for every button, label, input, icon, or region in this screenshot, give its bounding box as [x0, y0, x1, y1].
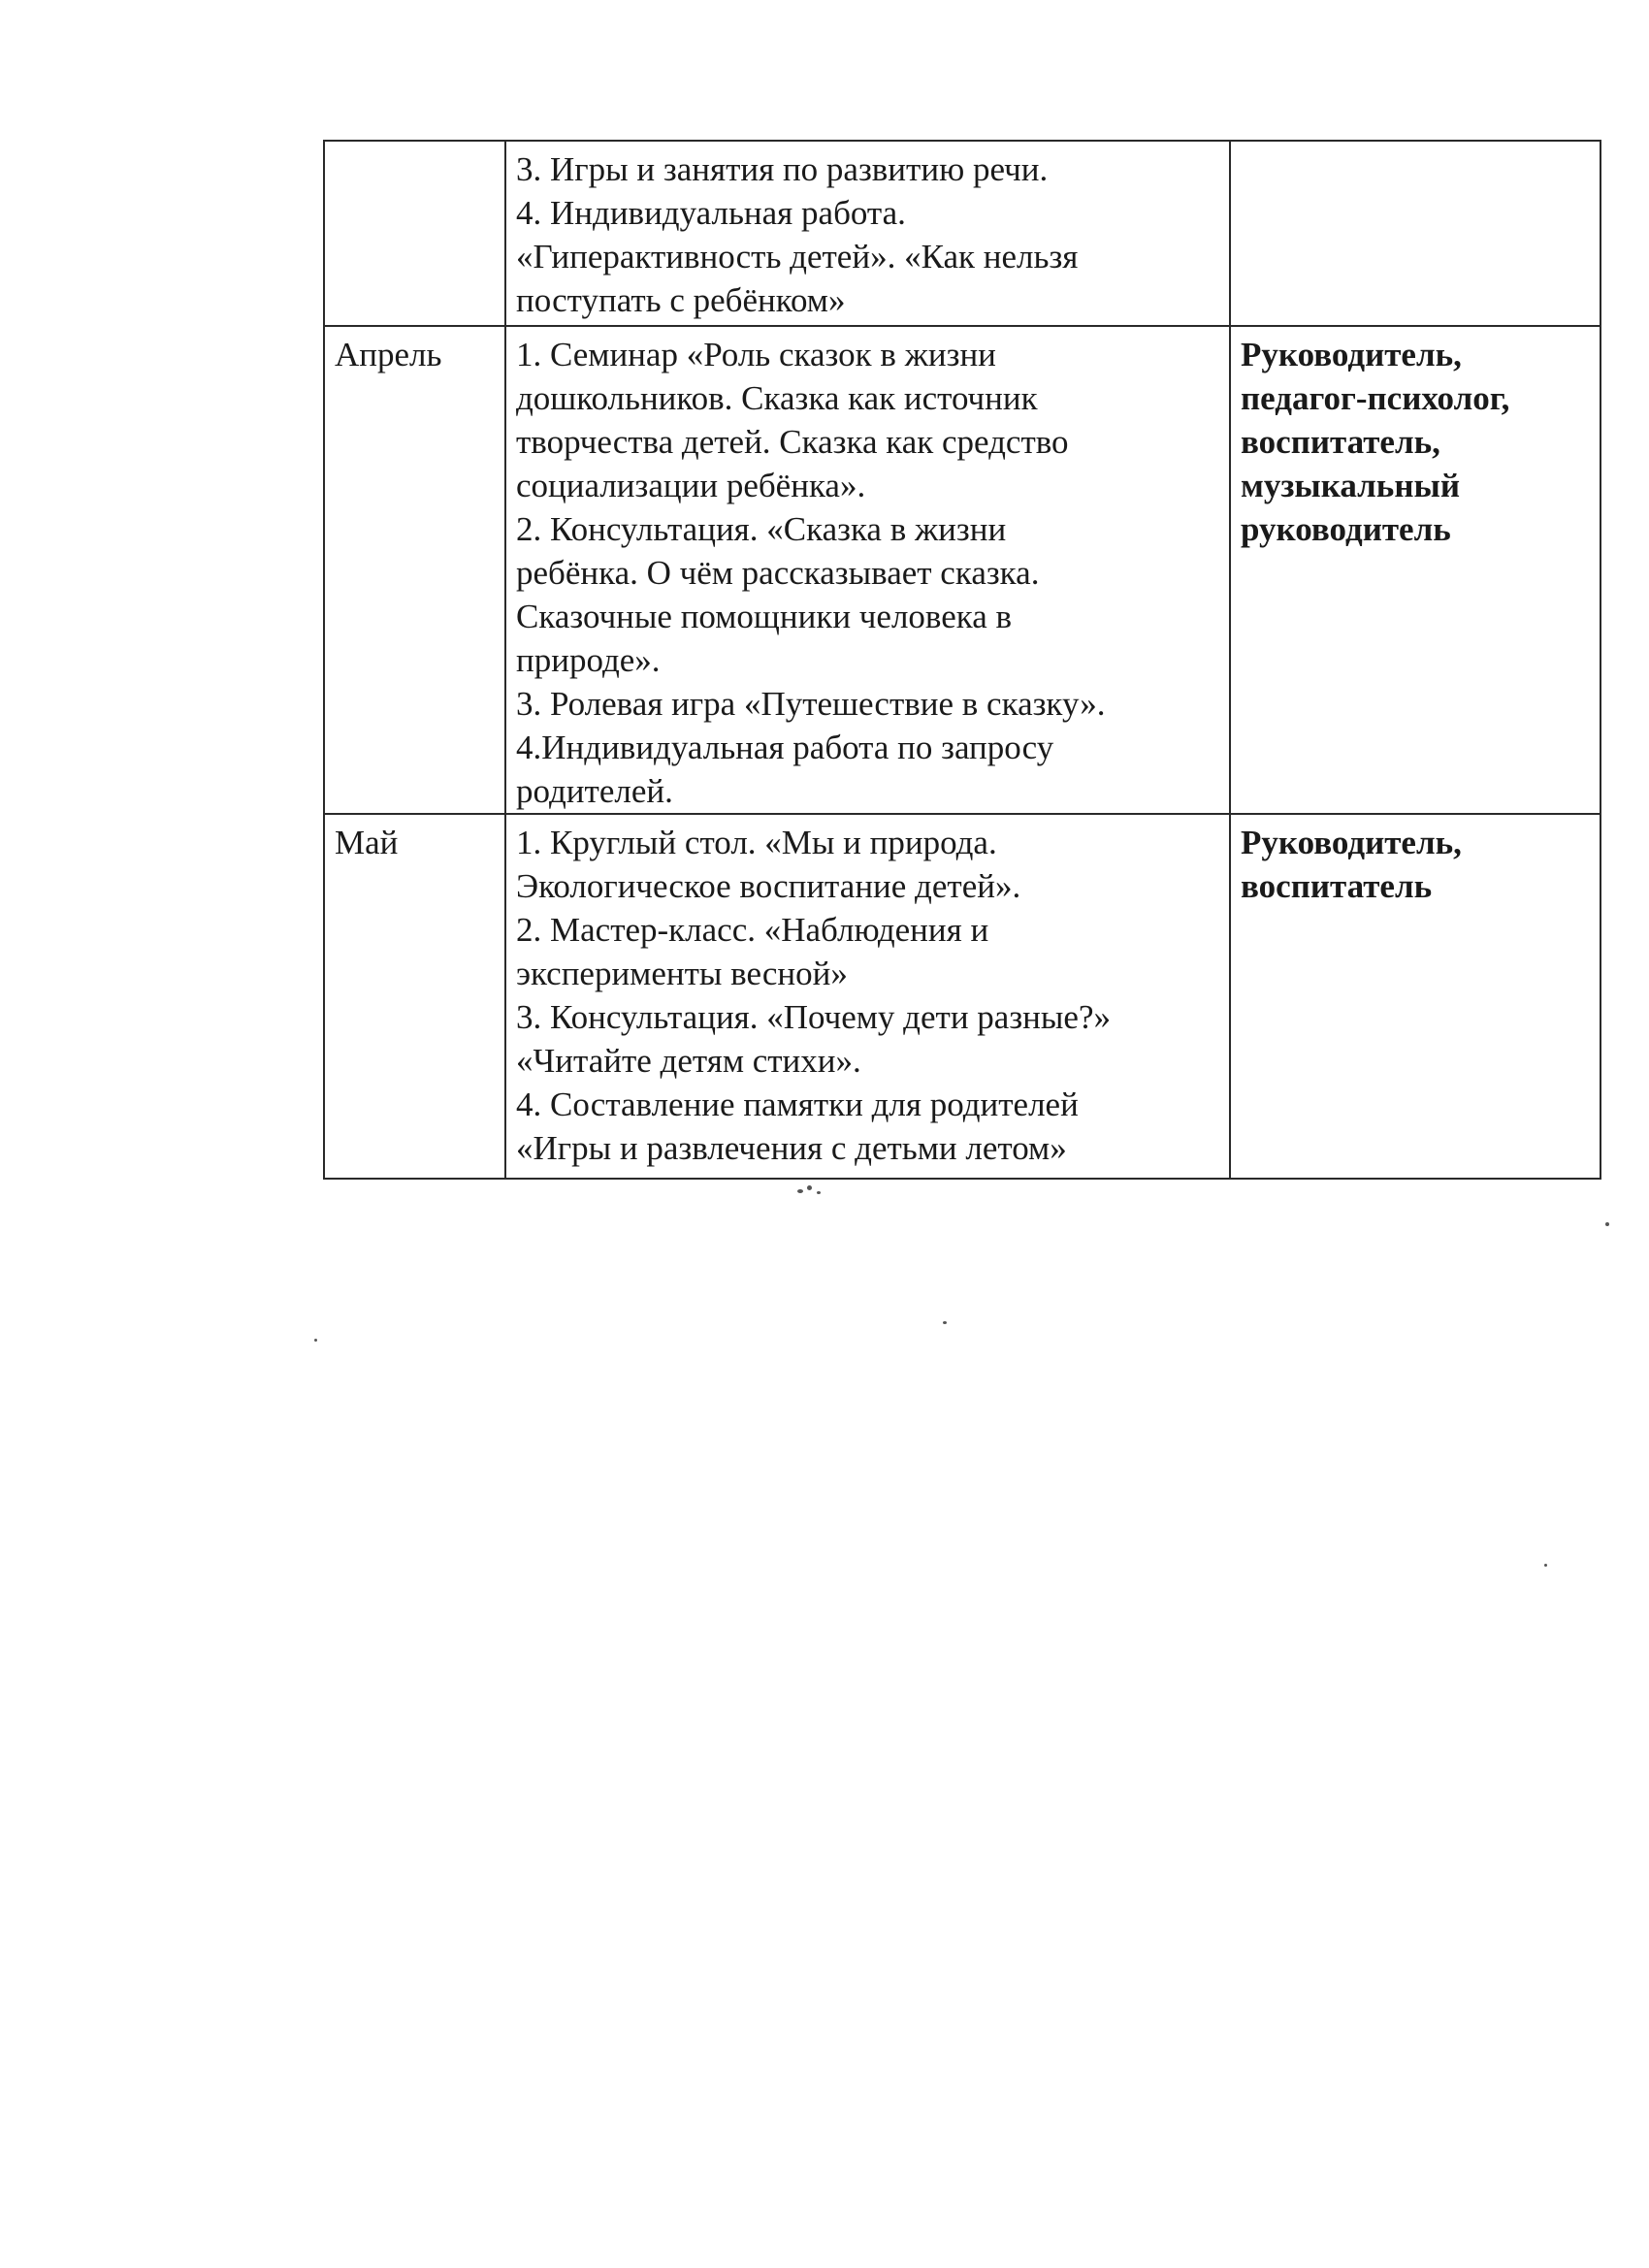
work-plan-table: [323, 140, 1601, 1180]
content-line: 2. Мастер-класс. «Наблюдения и: [516, 911, 989, 949]
table-row: [324, 814, 1600, 1179]
content-line: дошкольников. Сказка как источник: [516, 379, 1038, 417]
content-line: ребёнка. О чём рассказывает сказка.: [516, 554, 1040, 592]
content-line: 1. Семинар «Роль сказок в жизни: [516, 336, 996, 373]
scan-speck: [1605, 1222, 1609, 1226]
content-line: творчества детей. Сказка как средство: [516, 423, 1069, 461]
table-row: [324, 141, 1600, 326]
responsible-line: воспитатель,: [1241, 423, 1440, 461]
scan-speck: [817, 1191, 821, 1194]
content-line: 4. Индивидуальная работа.: [516, 194, 906, 232]
scan-speck: [1544, 1564, 1547, 1567]
content-line: родителей.: [516, 772, 673, 810]
month-cell: [324, 141, 505, 326]
content-line: Сказочные помощники человека в: [516, 598, 1013, 635]
responsible-line: Руководитель,: [1241, 336, 1462, 373]
scan-speck: [943, 1321, 947, 1324]
responsible-line: воспитатель: [1241, 867, 1433, 905]
content-line: социализации ребёнка».: [516, 467, 866, 504]
scan-speck: [797, 1189, 803, 1193]
content-line: Экологическое воспитание детей».: [516, 867, 1021, 905]
content-line: 4. Составление памятки для родителей: [516, 1085, 1079, 1123]
scan-speck: [807, 1185, 812, 1190]
responsible-line: руководитель: [1241, 510, 1451, 548]
content-line: 3. Ролевая игра «Путешествие в сказку».: [516, 685, 1106, 723]
content-cell: [505, 141, 1230, 326]
scan-speck: [314, 1339, 317, 1342]
content-line: 4.Индивидуальная работа по запросу: [516, 729, 1054, 766]
table-row: [324, 326, 1600, 814]
responsible-cell: [1230, 141, 1600, 326]
content-line: 1. Круглый стол. «Мы и природа.: [516, 824, 997, 861]
content-cell: [505, 326, 1230, 814]
responsible-line: Руководитель,: [1241, 824, 1462, 861]
content-line: эксперименты весной»: [516, 955, 848, 992]
month-cell: Апрель: [324, 326, 505, 814]
month-cell: Май: [324, 814, 505, 1179]
content-line: 2. Консультация. «Сказка в жизни: [516, 510, 1007, 548]
responsible-line: музыкальный: [1241, 467, 1460, 504]
content-line: поступать с ребёнком»: [516, 281, 846, 319]
responsible-line: педагог-психолог,: [1241, 379, 1510, 417]
content-line: 3. Игры и занятия по развитию речи.: [516, 150, 1049, 188]
content-line: «Гиперактивность детей». «Как нельзя: [516, 238, 1079, 275]
content-line: «Игры и развлечения с детьми летом»: [516, 1129, 1067, 1167]
responsible-cell: [1230, 814, 1600, 1179]
responsible-cell: [1230, 326, 1600, 814]
content-line: природе».: [516, 641, 661, 679]
content-line: 3. Консультация. «Почему дети разные?»: [516, 998, 1111, 1036]
content-cell: [505, 814, 1230, 1179]
content-line: «Читайте детям стихи».: [516, 1042, 861, 1080]
